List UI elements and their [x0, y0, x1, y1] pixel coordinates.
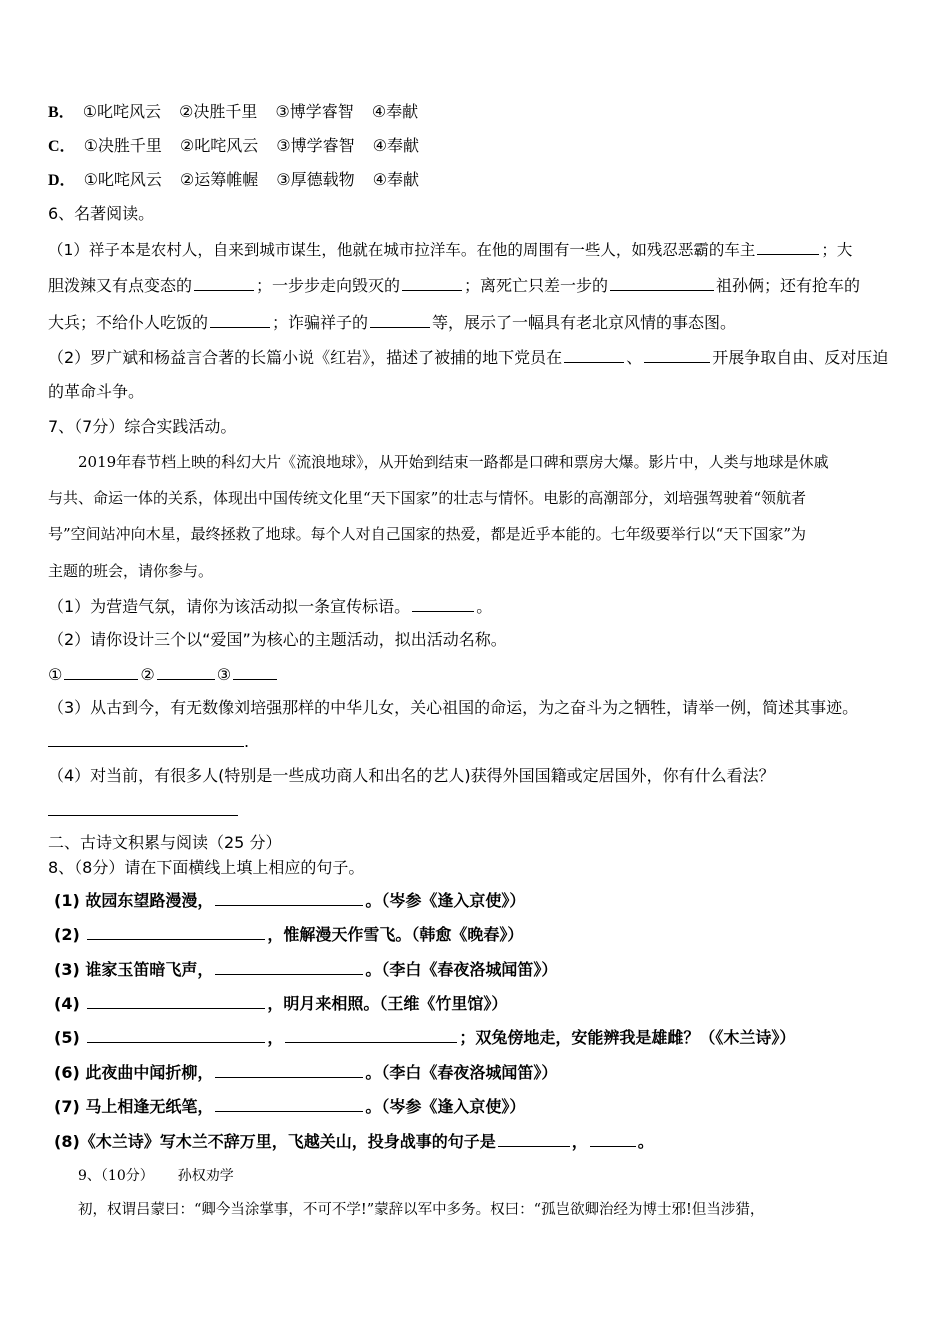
- q8-item-3: [54, 958, 557, 981]
- option-b: [48, 101, 418, 124]
- answer-blank[interactable]: [157, 663, 215, 680]
- text: 。（岑参《逢入京使》）: [365, 1097, 526, 1116]
- answer-blank[interactable]: [87, 992, 265, 1009]
- q6-title: 6、名著阅读。: [48, 204, 155, 223]
- q9-passage-line: 初，权谓吕蒙曰：“卿今当涂掌事，不可不学!”蒙辞以军中多务。权曰：“孤岂欲卿治经为博士邪!但当涉猎，: [78, 1202, 765, 1218]
- option-letter: D．: [48, 172, 76, 189]
- q6-part1-line1: [48, 238, 852, 261]
- q7-sub3-end: .: [244, 732, 250, 751]
- option-letter: B．: [48, 104, 75, 121]
- text: ，: [571, 1132, 588, 1151]
- answer-line[interactable]: [48, 815, 238, 816]
- text: ；诈骗祥子的: [272, 313, 369, 332]
- q6-part1-line3: [48, 311, 736, 334]
- text: 开展争取自由、反对压迫: [712, 348, 889, 367]
- option-item: ②叱咤风云: [179, 136, 259, 155]
- q9-title: [78, 1165, 234, 1187]
- q8-item-5: [54, 1026, 795, 1049]
- answer-blank[interactable]: [757, 238, 819, 255]
- item-number: (7): [54, 1097, 80, 1116]
- q7-paragraph-line: 主题的班会，请你参与。: [48, 562, 214, 580]
- text: (8)《木兰诗》写木兰不辞万里，飞越关山，投身战事的句子是: [54, 1132, 496, 1151]
- q6-part2-line1: [48, 346, 888, 369]
- text: ，: [267, 1028, 284, 1047]
- answer-blank[interactable]: [644, 346, 710, 363]
- q7-paragraph-line: 2019年春节档上映的科幻大片《流浪地球》，从开始到结束一路都是口碑和票房大爆。影片中，人类与地球是休戚: [78, 453, 829, 471]
- option-item: ②决胜千里: [179, 102, 258, 121]
- q7-sub3: （3）从古到今，有无数像刘培强那样的中华儿女，关心祖国的命运，为之奋斗为之牺牲，请举一例，简述其事迹。: [48, 698, 859, 717]
- answer-blank[interactable]: [215, 1095, 363, 1112]
- text: ；双兔傍地走，安能辨我是雄雌？（《木兰诗》）: [459, 1028, 796, 1047]
- q6-part1-line2: [48, 274, 860, 297]
- option-item: ④奉献: [372, 136, 419, 155]
- option-c: [48, 135, 419, 158]
- answer-blank[interactable]: [215, 889, 363, 906]
- answer-blank[interactable]: [590, 1130, 636, 1147]
- text: 。: [637, 1132, 654, 1151]
- answer-blank[interactable]: [564, 346, 624, 363]
- item-number: (3): [54, 960, 80, 979]
- q7-sub2: （2）请你设计三个以“爱国”为核心的主题活动，拟出活动名称。: [48, 630, 507, 649]
- q8-item-7: [54, 1095, 525, 1118]
- option-d: [48, 169, 419, 192]
- option-item: ②运筹帷幄: [179, 170, 259, 189]
- text: 、: [626, 348, 643, 367]
- text: 大兵；不给仆人吃饭的: [48, 313, 209, 332]
- option-item: ①叱咤风云: [82, 102, 162, 121]
- answer-blank[interactable]: [233, 663, 277, 680]
- item-number: (2): [54, 925, 80, 944]
- marker: ②: [140, 665, 155, 684]
- text: 。（李白《春夜洛城闻笛》）: [365, 960, 558, 979]
- answer-blank[interactable]: [215, 1061, 363, 1078]
- answer-blank[interactable]: [194, 274, 254, 291]
- answer-blank[interactable]: [370, 311, 430, 328]
- q6-part2-line2: 的革命斗争。: [48, 382, 145, 401]
- text: ，明月来相照。（王维《竹里馆》）: [267, 994, 508, 1013]
- q8-item-1: [54, 889, 525, 912]
- text: 9、（10分）: [78, 1168, 154, 1184]
- q7-paragraph-line: 与共、命运一体的关系，体现出中国传统文化里“天下国家”的壮志与情怀。电影的高潮部分，刘培强驾驶着“领航者: [48, 489, 807, 507]
- q7-sub4: （4）对当前，有很多人(特别是一些成功商人和出名的艺人)获得外国国籍或定居国外，你有什么看法？: [48, 766, 775, 785]
- text: 故园东望路漫漫，: [85, 891, 214, 910]
- text: 。（李白《春夜洛城闻笛》）: [365, 1063, 558, 1082]
- q8-title: 8、（8分）请在下面横线上填上相应的句子。: [48, 858, 365, 877]
- q8-item-8: [54, 1130, 654, 1153]
- answer-blank[interactable]: [87, 1026, 265, 1043]
- text: 此夜曲中闻折柳，: [85, 1063, 214, 1082]
- text: 胆泼辣又有点变态的: [48, 276, 193, 295]
- text: ；大: [821, 241, 853, 259]
- marker: ①: [48, 665, 63, 684]
- text: （1）为营造气氛，请你为该活动拟一条宣传标语。: [48, 597, 411, 616]
- q7-sub1: [48, 595, 492, 618]
- section-2-title: 二、古诗文积累与阅读（25 分）: [48, 833, 282, 852]
- answer-blank[interactable]: [215, 958, 363, 975]
- text: 。: [476, 597, 493, 616]
- answer-blank[interactable]: [285, 1026, 457, 1043]
- item-number: (5): [54, 1028, 80, 1047]
- item-number: (4): [54, 994, 80, 1013]
- option-letter: C．: [48, 138, 76, 155]
- q7-title: 7、（7分）综合实践活动。: [48, 417, 237, 436]
- item-number: (6): [54, 1063, 80, 1082]
- option-item: ④奉献: [372, 170, 419, 189]
- text: ，惟解漫天作雪飞。（韩愈《晚春》）: [267, 925, 524, 944]
- q8-item-2: [54, 923, 523, 946]
- answer-blank[interactable]: [412, 595, 474, 612]
- answer-blank[interactable]: [210, 311, 270, 328]
- answer-line[interactable]: [48, 746, 244, 747]
- item-number: (1): [54, 891, 80, 910]
- answer-blank[interactable]: [64, 663, 138, 680]
- text: 马上相逢无纸笔，: [85, 1097, 214, 1116]
- q7-sub2-blanks: [48, 663, 279, 686]
- option-item: ③博学睿智: [275, 102, 354, 121]
- text: 等，展示了一幅具有老北京风情的事态图。: [432, 313, 737, 332]
- text: ；一步步走向毁灭的: [256, 276, 401, 295]
- marker: ③: [216, 665, 232, 684]
- answer-blank[interactable]: [402, 274, 462, 291]
- option-item: ①决胜千里: [83, 136, 162, 155]
- option-item: ①叱咤风云: [83, 170, 162, 189]
- passage-title: 孙权劝学: [177, 1168, 234, 1184]
- text: （2）罗广斌和杨益言合著的长篇小说《红岩》，描述了被捕的地下党员在: [48, 348, 563, 367]
- q8-item-4: [54, 992, 507, 1015]
- option-item: ④奉献: [371, 102, 419, 121]
- answer-blank[interactable]: [498, 1130, 570, 1147]
- option-item: ③博学睿智: [276, 136, 355, 155]
- text: （1）祥子本是农村人，自来到城市谋生，他就在城市拉洋车。在他的周围有一些人，如残忍恶霸的车主: [48, 241, 756, 259]
- text: 。（岑参《逢入京使》）: [365, 891, 526, 910]
- q8-item-6: [54, 1061, 557, 1084]
- answer-blank[interactable]: [610, 274, 714, 291]
- text: 谁家玉笛暗飞声，: [85, 960, 214, 979]
- text: 祖孙俩；还有抢车的: [716, 276, 861, 295]
- q7-paragraph-line: 号”空间站冲向木星，最终拯救了地球。每个人对自己国家的热爱，都是近乎本能的。七年级要举行以“天下国家”为: [48, 525, 807, 543]
- text: ；离死亡只差一步的: [464, 276, 609, 295]
- option-item: ③厚德载物: [276, 170, 355, 189]
- answer-blank[interactable]: [87, 923, 265, 940]
